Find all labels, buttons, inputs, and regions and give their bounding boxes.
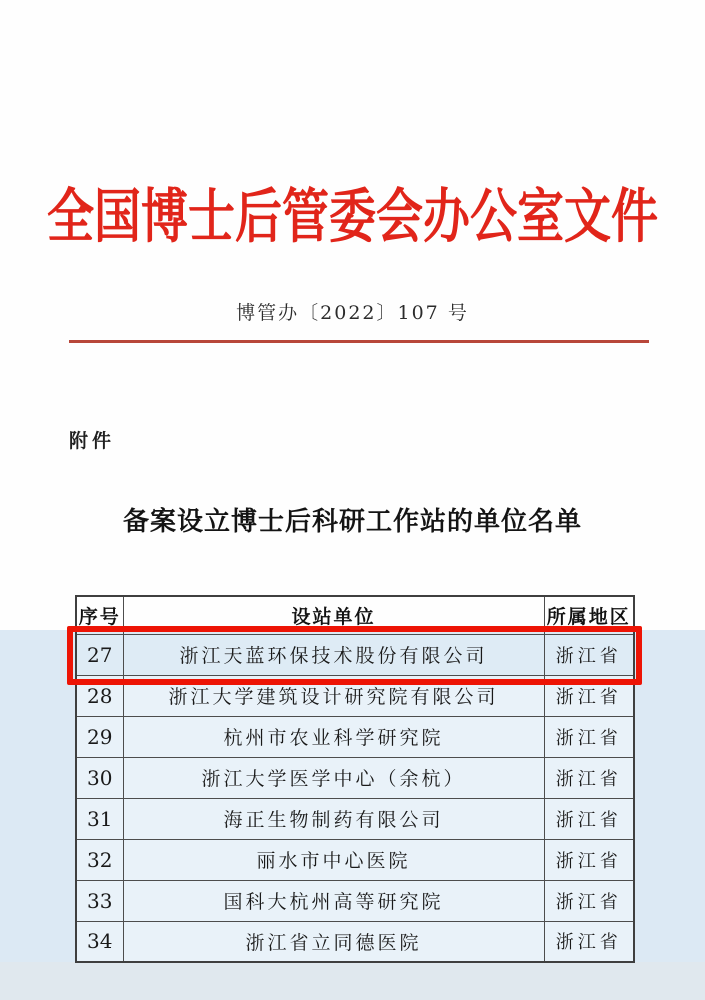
cell-unit: 浙江大学建筑设计研究院有限公司 [123,675,544,716]
scan-tint-band-bottom [0,962,705,1000]
cell-no: 31 [76,798,123,839]
table-row [76,757,634,798]
header-cell-unit: 设站单位 [123,596,544,634]
table-row [76,839,634,880]
cell-no: 33 [76,880,123,921]
cell-region: 浙江省 [544,921,634,962]
cell-unit: 浙江省立同德医院 [123,921,544,962]
table-row [76,798,634,839]
cell-unit: 浙江大学医学中心（余杭） [123,757,544,798]
list-title: 备案设立博士后科研工作站的单位名单 [122,507,582,537]
cell-no: 30 [76,757,123,798]
cell-unit: 杭州市农业科学研究院 [123,716,544,757]
header-cell-no: 序号 [76,596,123,634]
units-table-header [76,596,634,634]
table-row [76,921,634,962]
cell-region: 浙江省 [544,634,634,675]
cell-no: 27 [76,634,123,675]
document-title: 全国博士后管委会办公室文件 [47,182,658,252]
header-cell-region: 所属地区 [544,596,634,634]
cell-no: 32 [76,839,123,880]
cell-no: 28 [76,675,123,716]
cell-unit: 丽水市中心医院 [123,839,544,880]
cell-unit: 海正生物制药有限公司 [123,798,544,839]
cell-region: 浙江省 [544,675,634,716]
document-number: 博管办〔2022〕107 号 [236,302,469,324]
units-table [75,595,635,963]
cell-no: 29 [76,716,123,757]
red-divider-rule [69,340,649,343]
attachment-label: 附件 [69,430,116,452]
table-row [76,716,634,757]
cell-region: 浙江省 [544,880,634,921]
cell-region: 浙江省 [544,839,634,880]
cell-region: 浙江省 [544,798,634,839]
table-row [76,880,634,921]
table-row [76,675,634,716]
cell-unit: 浙江天蓝环保技术股份有限公司 [123,634,544,675]
cell-unit: 国科大杭州高等研究院 [123,880,544,921]
cell-no: 34 [76,921,123,962]
table-row [76,634,634,675]
cell-region: 浙江省 [544,716,634,757]
cell-region: 浙江省 [544,757,634,798]
